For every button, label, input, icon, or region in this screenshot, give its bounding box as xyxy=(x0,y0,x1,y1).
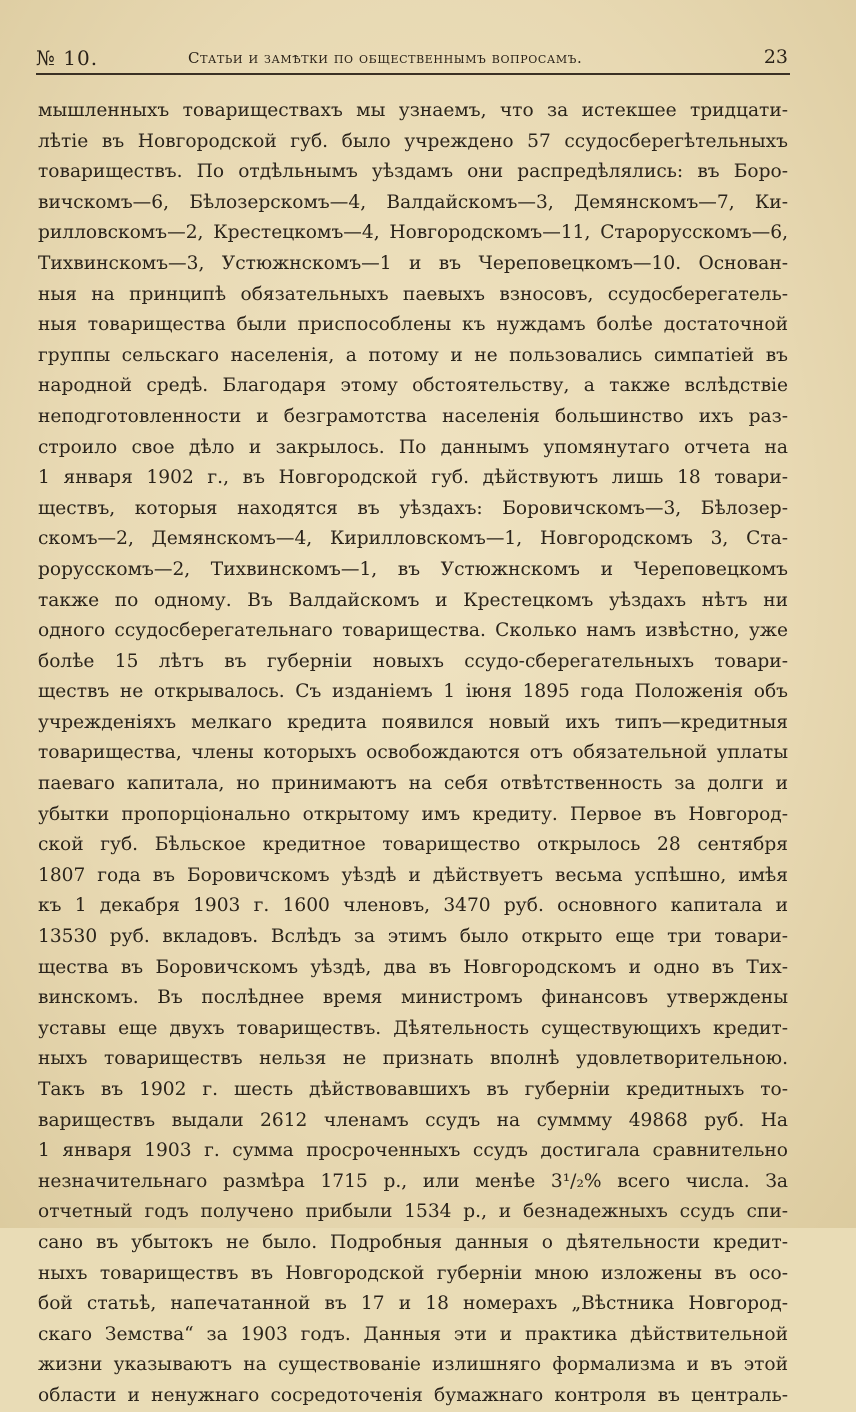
text-line: убытки пропорціонально открытому имъ кредиту. Первое въ Новгород- xyxy=(38,803,788,825)
text-line: области и ненужнаго сосредоточенія бумажнаго контроля въ централь- xyxy=(38,1384,788,1406)
header-rule xyxy=(36,73,790,75)
text-line: паеваго капитала, но принимаютъ на себя отвѣтственность за долги и xyxy=(38,773,788,795)
text-line: учрежденіяхъ мелкаго кредита появился новый ихъ типъ—кредитныя xyxy=(38,711,788,733)
running-header xyxy=(36,44,790,78)
text-line: ныхъ товариществъ въ Новгородской губерніи мною изложены въ осо- xyxy=(38,1262,788,1284)
text-line: болѣе 15 лѣтъ въ губерніи новыхъ ссудо-сберегательныхъ товари- xyxy=(38,650,788,672)
text-line: рилловскомъ—2, Крестецкомъ—4, Новгородскомъ—11, Старорусскомъ—6, xyxy=(38,222,788,244)
text-line: 13530 руб. вкладовъ. Вслѣдъ за этимъ было открыто еще три товари- xyxy=(38,926,788,948)
issue-number: № 10. xyxy=(36,46,99,70)
text-line: ской губ. Бѣльское кредитное товарищество открылось 28 сентября xyxy=(38,834,788,856)
text-line: бой статьѣ, напечатанной въ 17 и 18 номерахъ „Вѣстника Новгород- xyxy=(38,1293,788,1315)
text-line: мышленныхъ товариществахъ мы узнаемъ, что за истекшее тридцати- xyxy=(38,100,788,121)
text-line: ныя на принципѣ обязательныхъ паевыхъ взносовъ, ссудосберегатель- xyxy=(38,283,788,305)
text-line: ществъ, которыя находятся въ уѣздахъ: Боровичскомъ—3, Бѣлозер- xyxy=(38,497,788,519)
text-line: рорусскомъ—2, Тихвинскомъ—1, въ Устюжнскомъ и Череповецкомъ xyxy=(38,558,788,580)
text-line: щества въ Боровичскомъ уѣздѣ, два въ Новгородскомъ и одно въ Тих- xyxy=(38,956,788,978)
text-line: уставы еще двухъ товариществъ. Дѣятельность существующихъ кредит- xyxy=(38,1017,788,1039)
text-line: вичскомъ—6, Бѣлозерскомъ—4, Валдайскомъ—3, Демянскомъ—7, Ки- xyxy=(38,191,788,213)
text-line: товарищества, члены которыхъ освобождаются отъ обязательной уплаты xyxy=(38,742,788,764)
text-line: 1 января 1902 г., въ Новгородской губ. дѣйствуютъ лишь 18 товари- xyxy=(38,467,788,489)
text-line: жизни указываютъ на существованіе излишняго формализма и въ этой xyxy=(38,1354,788,1376)
text-line: винскомъ. Въ послѣднее время министромъ финансовъ утверждены xyxy=(38,987,788,1009)
text-line: Тихвинскомъ—3, Устюжнскомъ—1 и въ Череповецкомъ—10. Основан- xyxy=(38,252,788,274)
text-line: группы сельскаго населенія, а потому и не пользовались симпатіей въ xyxy=(38,344,788,366)
text-line: товариществъ. По отдѣльнымъ уѣздамъ они распредѣлялись: въ Боро- xyxy=(38,161,788,183)
text-line: ществъ не открывалось. Съ изданіемъ 1 іюня 1895 года Положенія объ xyxy=(38,681,788,703)
text-line: также по одному. Въ Валдайскомъ и Крестецкомъ уѣздахъ нѣтъ ни xyxy=(38,589,788,611)
body-text xyxy=(38,96,788,1412)
text-line: 1807 года въ Боровичскомъ уѣздѣ и дѣйствуетъ весьма успѣшно, имѣя xyxy=(38,864,788,886)
text-line: къ 1 декабря 1903 г. 1600 членовъ, 3470 руб. основного капитала и xyxy=(38,895,788,917)
text-line: ныя товарищества были приспособлены къ нуждамъ болѣе достаточной xyxy=(38,314,788,336)
page-number: 23 xyxy=(763,46,788,68)
text-line: незначительнаго размѣра 1715 р., или менѣе 3¹/₂% всего числа. За xyxy=(38,1170,788,1192)
text-line: строило свое дѣло и закрылось. По даннымъ упомянутаго отчета на xyxy=(38,436,788,458)
text-line: вариществъ выдали 2612 членамъ ссудъ на суммму 49868 руб. На xyxy=(38,1109,788,1131)
text-line: лѣтіе въ Новгородской губ. было учреждено 57 ссудосберегѣтельныхъ xyxy=(38,130,788,152)
text-line: 1 января 1903 г. сумма просроченныхъ ссудъ достигала сравнительно xyxy=(38,1140,788,1162)
text-line: скомъ—2, Демянскомъ—4, Кирилловскомъ—1, Новгородскомъ 3, Ста- xyxy=(38,528,788,550)
text-line: ныхъ товариществъ нельзя не признать вполнѣ удовлетворительною. xyxy=(38,1048,788,1070)
text-line: неподготовленности и безграмотства населенія большинство ихъ раз- xyxy=(38,405,788,427)
text-line: отчетный годъ получено прибыли 1534 р., и безнадежныхъ ссудъ спи- xyxy=(38,1201,788,1223)
text-line: Такъ въ 1902 г. шесть дѣйствовавшихъ въ губерніи кредитныхъ то- xyxy=(38,1079,788,1100)
text-line: сано въ убытокъ не было. Подробныя данныя о дѣятельности кредит- xyxy=(38,1231,788,1253)
text-line: народной средѣ. Благодаря этому обстоятельству, а также вслѣдствіе xyxy=(38,375,788,397)
text-line: скаго Земства“ за 1903 годъ. Данныя эти и практика дѣйствительной xyxy=(38,1323,788,1345)
text-line: одного ссудосберегательнаго товарищества. Сколько намъ извѣстно, уже xyxy=(38,620,788,642)
running-title: Статьи и замѣтки по общественнымъ вопросамъ. xyxy=(188,49,583,67)
